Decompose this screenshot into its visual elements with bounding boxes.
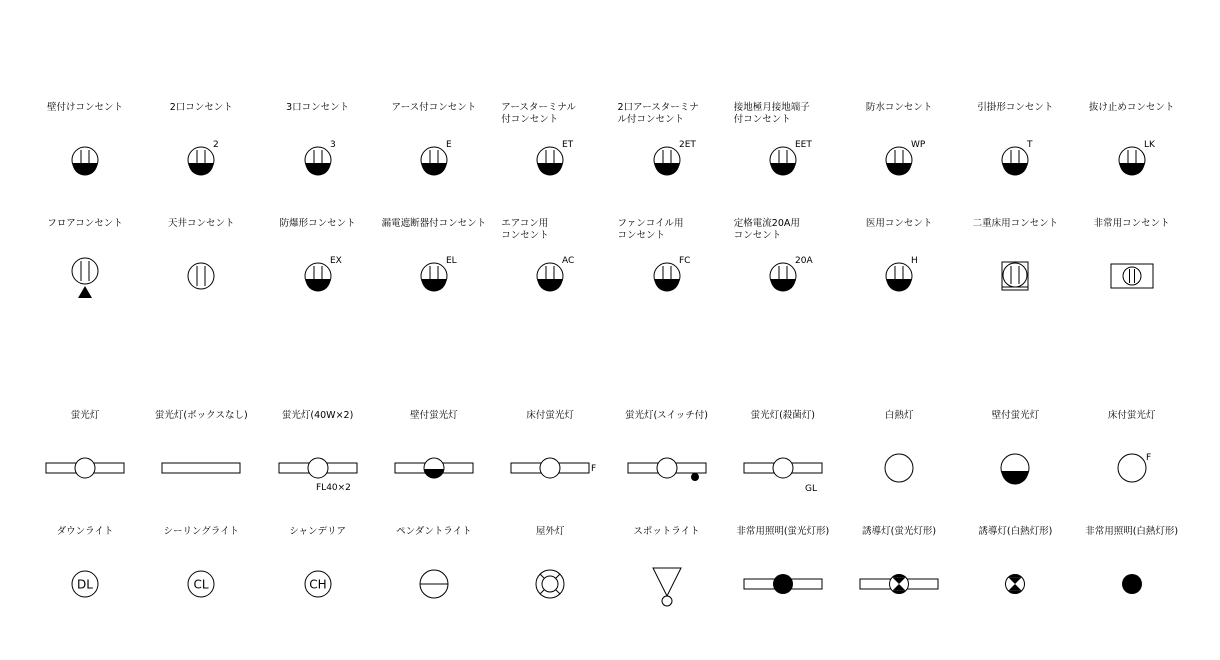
cap-top xyxy=(892,575,905,578)
symbol-cell-double-floor xyxy=(957,218,1073,326)
symbol-label: 3口コンセント xyxy=(286,102,350,113)
symbol-label: 抜け止めコンセント xyxy=(1088,102,1175,113)
outlet-wall-icon xyxy=(492,246,608,306)
symbol-suffix-label: 2 xyxy=(213,140,220,150)
lamp-code: DL xyxy=(77,577,93,592)
symbol-graphic xyxy=(536,570,564,598)
symbol-cell-floor xyxy=(27,218,143,326)
ground-bar xyxy=(654,163,679,176)
outlet-wall-icon xyxy=(376,130,492,190)
symbol-graphic xyxy=(1119,140,1156,176)
symbol-suffix-label: 20A xyxy=(794,256,813,266)
outlet-wall-icon xyxy=(957,130,1073,190)
outlet-circle xyxy=(72,258,98,284)
symbol-label: 二重床用コンセント xyxy=(972,218,1059,229)
outlet-wall-icon xyxy=(27,130,143,190)
symbol-label: 天井コンセント xyxy=(168,218,235,229)
floor-triangle-icon xyxy=(78,286,92,298)
ground-bar xyxy=(421,279,446,292)
symbol-label: アースターミナル 付コンセント xyxy=(501,102,576,125)
symbol-label: 壁付蛍光灯 xyxy=(410,410,458,421)
symbol-label: 蛍光灯 xyxy=(70,410,100,421)
symbol-label: 蛍光灯(殺菌灯) xyxy=(750,410,815,421)
symbol-label: シーリングライト xyxy=(163,526,240,537)
symbol-suffix-label: ET xyxy=(562,140,574,150)
outlet-wall-icon xyxy=(841,130,957,190)
symbol-graphic xyxy=(770,256,813,292)
outlet-double-floor-icon xyxy=(957,246,1073,306)
symbol-graphic xyxy=(744,574,822,594)
symbol-suffix-label: 2ET xyxy=(678,140,696,150)
symbol-graphic xyxy=(1002,262,1028,290)
symbol-label: スポットライト xyxy=(633,526,700,537)
cap-top xyxy=(1009,575,1022,578)
symbol-cell-floor-fluorescent xyxy=(492,410,608,518)
outlet-circle xyxy=(188,263,214,289)
symbol-graphic xyxy=(305,256,342,292)
symbol-label: 非常用コンセント xyxy=(1093,218,1170,229)
outlet-wall-icon xyxy=(725,130,841,190)
outlet-wall-icon xyxy=(841,246,957,306)
lamp-circle xyxy=(885,454,913,482)
symbol-label: フロアコンセント xyxy=(47,218,123,229)
ground-bar xyxy=(73,163,98,176)
symbol-cell-two-gang-earth-terminal xyxy=(609,102,725,210)
symbol-suffix-label: WP xyxy=(911,140,926,150)
ground-bar xyxy=(770,163,795,176)
symbol-suffix-label: H xyxy=(911,256,918,266)
symbol-cell-two-gang xyxy=(143,102,259,210)
symbol-cell-wall-fluorescent-round xyxy=(957,410,1073,518)
symbol-graphic xyxy=(188,140,219,176)
symbol-graphic xyxy=(305,571,331,597)
symbol-cell-outdoor xyxy=(492,526,608,634)
symbol-graphic xyxy=(188,571,214,597)
symbol-suffix-label: F xyxy=(1145,453,1151,463)
symbol-graphic xyxy=(1001,454,1029,484)
outlet-wall-icon xyxy=(260,246,376,306)
symbol-graphic xyxy=(46,458,124,478)
symbol-label: 誘導灯(白熱灯形) xyxy=(978,526,1053,537)
fluor-germ-icon xyxy=(725,438,841,498)
spot-lamp xyxy=(662,596,672,606)
ground-bar xyxy=(421,163,446,176)
symbol-cell-locking xyxy=(1074,102,1190,210)
symbol-cell-spotlight xyxy=(609,526,725,634)
circle-floor-icon xyxy=(1074,438,1190,498)
outlet-circle xyxy=(1003,263,1027,287)
symbol-suffix-label: AC xyxy=(562,256,575,266)
lettered-circle-icon xyxy=(27,554,143,614)
fluor-wall-icon xyxy=(376,438,492,498)
fluor-nobox-icon xyxy=(143,438,259,498)
symbol-graphic xyxy=(72,258,98,298)
symbol-cell-medical xyxy=(841,218,957,326)
switch-dot-icon xyxy=(691,473,699,481)
symbol-label: 防爆形コンセント xyxy=(279,218,356,229)
ground-bar xyxy=(1119,163,1144,176)
symbol-cell-wall xyxy=(27,102,143,210)
symbol-cell-fluorescent-germicidal xyxy=(725,410,841,518)
symbol-cell-emergency xyxy=(1074,218,1190,326)
symbol-label: シャンデリア xyxy=(289,526,346,537)
outlet-emergency-icon xyxy=(1074,246,1190,306)
symbol-label: 屋外灯 xyxy=(535,526,565,537)
symbol-label: 非常用照明(白熱灯形) xyxy=(1085,526,1179,537)
symbol-graphic xyxy=(421,140,452,176)
symbol-label: アース付コンセント xyxy=(391,102,477,113)
fluor-switch-icon xyxy=(609,438,725,498)
symbol-graphic xyxy=(162,463,240,473)
outlet-ceiling-icon xyxy=(143,246,259,306)
pendant-icon xyxy=(376,554,492,614)
symbol-cell-fluorescent-switch xyxy=(609,410,725,518)
symbol-graphic xyxy=(305,140,336,176)
outdoor-icon xyxy=(492,554,608,614)
symbol-suffix-label: EL xyxy=(445,256,457,266)
incandescent-icon xyxy=(841,438,957,498)
symbol-cell-three-gang xyxy=(260,102,376,210)
symbol-graphic xyxy=(1122,574,1142,594)
symbol-cell-hook xyxy=(957,102,1073,210)
outlet-floor-icon xyxy=(27,246,143,306)
symbol-graphic xyxy=(654,140,696,176)
symbol-graphic xyxy=(744,458,822,494)
symbol-cell-chandelier xyxy=(260,526,376,634)
symbol-cell-pendant xyxy=(376,526,492,634)
symbol-label: エアコン用 コンセント xyxy=(501,218,549,241)
symbol-graphic xyxy=(511,458,596,478)
wall-half-fill xyxy=(424,469,443,479)
spot-cone xyxy=(653,568,681,596)
symbol-label: 2口コンセント xyxy=(169,102,233,113)
symbol-cell-emergency-fluorescent xyxy=(725,526,841,634)
symbol-suffix-label: EET xyxy=(794,140,812,150)
symbol-graphic xyxy=(537,140,574,176)
symbol-cell-fan-coil xyxy=(609,218,725,326)
emergency-lamp-icon xyxy=(773,574,793,594)
outlet-wall-icon xyxy=(492,130,608,190)
symbol-cell-fluorescent-no-box xyxy=(143,410,259,518)
emergency-lamp-icon xyxy=(1122,574,1142,594)
symbol-cell-earth xyxy=(376,102,492,210)
symbol-cell-earth-leakage xyxy=(376,218,492,326)
symbol-label: 蛍光灯(ボックスなし) xyxy=(154,410,248,421)
outlet-wall-icon xyxy=(143,130,259,190)
lettered-circle-icon xyxy=(260,554,376,614)
outlet-wall-icon xyxy=(376,246,492,306)
outlet-wall-icon xyxy=(725,246,841,306)
symbol-label: 防水コンセント xyxy=(865,102,933,113)
ground-bar xyxy=(887,163,912,176)
symbol-suffix-label: E xyxy=(445,140,452,150)
symbol-graphic xyxy=(628,458,706,481)
lamp-circle xyxy=(1118,454,1146,482)
cap-bottom xyxy=(892,591,905,594)
symbol-cell-ceiling-light xyxy=(143,526,259,634)
lamp-circle xyxy=(657,458,677,478)
symbol-label: 床付蛍光灯 xyxy=(526,410,574,421)
symbol-graphic xyxy=(886,140,926,176)
outlet-wall-icon xyxy=(609,246,725,306)
symbol-label: 引掛形コンセント xyxy=(977,102,1054,113)
symbol-label: 壁付けコンセント xyxy=(46,102,123,113)
symbol-graphic xyxy=(395,458,473,479)
emergency-fluor-icon xyxy=(725,554,841,614)
symbol-suffix-label: GL xyxy=(804,484,817,494)
wall-half-fill xyxy=(1002,471,1029,484)
tube-body xyxy=(162,463,240,473)
lamp-circle xyxy=(773,458,793,478)
symbol-label: 蛍光灯(スイッチ付) xyxy=(624,410,709,421)
symbol-cell-waterproof xyxy=(841,102,957,210)
symbol-cell-wall-fluorescent xyxy=(376,410,492,518)
outlet-wall-icon xyxy=(609,130,725,190)
ground-bar xyxy=(770,279,795,292)
symbol-graphic xyxy=(1118,453,1151,482)
symbol-cell-fluorescent-40w xyxy=(260,410,376,518)
symbol-label: 2口アースターミナ ル付コンセント xyxy=(617,102,699,125)
fluor-floor-icon xyxy=(492,438,608,498)
symbol-suffix-label: EX xyxy=(329,256,342,266)
lettered-circle-icon xyxy=(143,554,259,614)
symbol-graphic xyxy=(72,147,98,176)
symbol-cell-air-conditioner xyxy=(492,218,608,326)
symbol-cell-exit-incandescent xyxy=(957,526,1073,634)
symbol-cell-grounding-pole xyxy=(725,102,841,210)
symbol-label: 白熱灯 xyxy=(884,410,914,421)
lamp-circle xyxy=(540,458,560,478)
ground-bar xyxy=(1003,163,1028,176)
symbol-graphic xyxy=(421,256,457,292)
symbol-cell-floor-fluorescent-round xyxy=(1074,410,1190,518)
symbol-graphic xyxy=(770,140,812,176)
symbol-cell-downlight xyxy=(27,526,143,634)
symbol-graphic xyxy=(1002,140,1033,176)
lamp-circle xyxy=(308,458,328,478)
emergency-inc-icon xyxy=(1074,554,1190,614)
symbol-graphic xyxy=(886,256,918,292)
symbol-label: ペンダントライト xyxy=(396,526,472,537)
symbol-graphic xyxy=(860,575,938,594)
lamp-code: CL xyxy=(193,577,209,592)
fluor-icon xyxy=(27,438,143,498)
cap-bottom xyxy=(1009,591,1022,594)
symbol-cell-earth-terminal xyxy=(492,102,608,210)
symbol-label: 接地極月接地端子 付コンセント xyxy=(733,102,810,125)
outlet-wall-icon xyxy=(260,130,376,190)
lamp-circle xyxy=(75,458,95,478)
symbol-label: 非常用照明(蛍光灯形) xyxy=(736,526,830,537)
symbol-cell-exit-fluorescent xyxy=(841,526,957,634)
circle-wall-icon xyxy=(957,438,1073,498)
inner-ring xyxy=(542,576,558,592)
symbol-cell-explosion-proof xyxy=(260,218,376,326)
symbol-label: 誘導灯(蛍光灯形) xyxy=(862,526,937,537)
ground-bar xyxy=(654,279,679,292)
symbol-suffix-label: LK xyxy=(1143,140,1155,150)
symbol-suffix-label: FC xyxy=(678,256,690,266)
outlet-wall-icon xyxy=(1074,130,1190,190)
symbol-label: ダウンライト xyxy=(56,526,114,537)
symbol-label: 医用コンセント xyxy=(865,218,933,229)
symbol-cell-ceiling xyxy=(143,218,259,326)
symbol-label: 床付蛍光灯 xyxy=(1107,410,1156,421)
symbol-suffix-label: F xyxy=(591,464,597,474)
spotlight-icon xyxy=(609,554,725,614)
symbol-graphic xyxy=(654,256,690,292)
symbol-cell-rated-20a xyxy=(725,218,841,326)
symbol-graphic xyxy=(537,256,574,292)
exit-fluor-icon xyxy=(841,554,957,614)
ground-bar xyxy=(189,163,214,176)
ground-bar xyxy=(887,279,912,292)
symbol-graphic xyxy=(1111,264,1153,288)
symbol-cell-fluorescent xyxy=(27,410,143,518)
symbol-graphic xyxy=(885,454,913,482)
exit-inc-icon xyxy=(957,554,1073,614)
symbol-graphic xyxy=(1006,575,1025,594)
symbol-graphic xyxy=(188,263,214,289)
ground-bar xyxy=(305,279,330,292)
symbol-graphic xyxy=(72,571,98,597)
fluor-40w-icon xyxy=(260,438,376,498)
symbol-suffix-label: T xyxy=(1027,140,1033,150)
lamp-code: CH xyxy=(308,577,327,592)
symbol-label: 漏電遮断器付コンセント xyxy=(381,218,487,229)
symbol-label: 定格電流20A用 コンセント xyxy=(733,218,800,241)
symbol-suffix-label: 3 xyxy=(329,140,336,150)
symbol-graphic xyxy=(279,458,357,493)
symbol-cell-incandescent xyxy=(841,410,957,518)
symbol-cell-emergency-incandescent xyxy=(1074,526,1190,634)
symbol-graphic xyxy=(653,568,681,606)
symbol-label: ファンコイル用 コンセント xyxy=(617,218,684,241)
symbol-label: 蛍光灯(40W×2) xyxy=(281,410,354,421)
ground-bar xyxy=(538,163,563,176)
symbol-suffix-label: FL40×2 xyxy=(315,483,351,493)
symbol-label: 壁付蛍光灯 xyxy=(991,410,1040,421)
ground-bar xyxy=(305,163,330,176)
symbol-graphic xyxy=(420,570,448,598)
outlet-circle xyxy=(1123,267,1141,285)
ground-bar xyxy=(538,279,563,292)
